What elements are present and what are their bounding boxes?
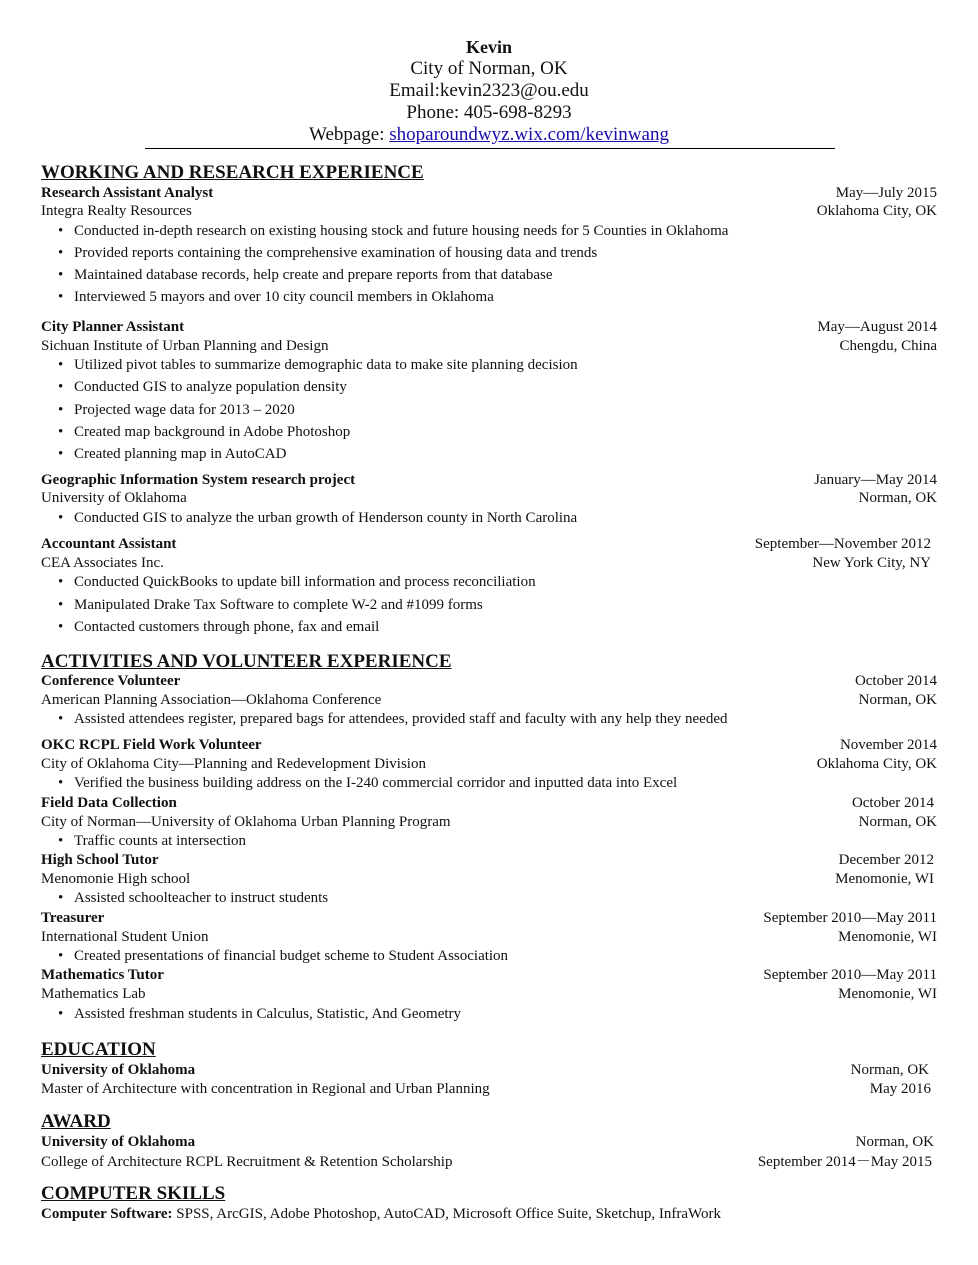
job-place: Oklahoma City, OK <box>816 203 937 219</box>
job-bullet: • Created map background in Adobe Photoshop <box>74 423 350 441</box>
job-bullet: • Conducted GIS to analyze the urban growth of Henderson county in North Carolina <box>74 509 577 527</box>
activity-place: Norman, OK <box>858 814 937 830</box>
job-org: Sichuan Institute of Urban Planning and Design <box>41 338 329 354</box>
activity-title: Mathematics Tutor <box>41 967 164 983</box>
activity-title: Conference Volunteer <box>41 673 181 689</box>
job-bullet: • Projected wage data for 2013 – 2020 <box>74 401 295 419</box>
section-heading-working: WORKING AND RESEARCH EXPERIENCE <box>41 162 424 183</box>
section-heading-education: EDUCATION <box>41 1039 156 1060</box>
activity-title: OKC RCPL Field Work Volunteer <box>41 737 262 753</box>
activity-org: International Student Union <box>41 929 209 945</box>
section-heading-skills: COMPUTER SKILLS <box>41 1183 226 1204</box>
activity-org: American Planning Association—Oklahoma Conference <box>41 692 382 708</box>
activity-place: Norman, OK <box>858 692 937 708</box>
education-place: Norman, OK <box>850 1062 929 1078</box>
activity-title: Treasurer <box>41 910 105 926</box>
education-school: University of Oklahoma <box>41 1062 196 1078</box>
job-bullet: • Contacted customers through phone, fax and email <box>74 618 379 636</box>
skills-value: SPSS, ArcGIS, Adobe Photoshop, AutoCAD, Microsoft Office Suite, Sketchup, InfraWork <box>172 1206 722 1222</box>
activity-bullet: • Verified the business building address on the I-240 commercial corridor and inputted data into Excel <box>74 774 677 792</box>
award-school: University of Oklahoma <box>41 1134 196 1150</box>
activity-org: City of Norman—University of Oklahoma Urban Planning Program <box>41 814 451 830</box>
job-org: University of Oklahoma <box>41 490 187 506</box>
candidate-name: Kevin <box>465 37 512 57</box>
job-bullet: • Manipulated Drake Tax Software to complete W-2 and #1099 forms <box>74 596 483 614</box>
activity-date: October 2014 <box>854 673 937 689</box>
activity-place: Menomonie, WI <box>838 986 937 1002</box>
job-place: New York City, NY <box>812 555 931 571</box>
section-heading-award: AWARD <box>41 1111 111 1132</box>
activity-bullet: • Assisted schoolteacher to instruct students <box>74 889 328 907</box>
activity-date: September 2010—May 2011 <box>763 910 937 926</box>
award-date: September 2014－May 2015 <box>757 1154 932 1170</box>
job-date: September—November 2012 <box>754 536 931 552</box>
activity-bullet: • Assisted attendees register, prepared bags for attendees, provided staff and faculty with any help they needed <box>74 710 727 728</box>
webpage-link[interactable]: shoparoundwyz.wix.com/kevinwang <box>389 124 669 145</box>
activity-org: Mathematics Lab <box>41 986 146 1002</box>
activity-date: December 2012 <box>838 852 934 868</box>
activity-date: September 2010—May 2011 <box>763 967 937 983</box>
candidate-location: City of Norman, OK <box>410 58 568 79</box>
activity-title: Field Data Collection <box>41 795 177 811</box>
job-bullet: • Created planning map in AutoCAD <box>74 445 286 463</box>
award-place: Norman, OK <box>855 1134 934 1150</box>
activity-place: Menomonie, WI <box>838 929 937 945</box>
activity-org: Menomonie High school <box>41 871 191 887</box>
job-title: Accountant Assistant <box>41 536 177 552</box>
job-date: May—August 2014 <box>817 319 937 335</box>
activity-date: October 2014 <box>851 795 934 811</box>
activity-bullet: • Created presentations of financial budget scheme to Student Association <box>74 947 508 965</box>
candidate-webpage <box>0 124 978 146</box>
job-bullet: • Conducted GIS to analyze population density <box>74 378 347 396</box>
section-heading-activities: ACTIVITIES AND VOLUNTEER EXPERIENCE <box>41 651 452 672</box>
job-date: May—July 2015 <box>835 185 937 201</box>
job-bullet: • Provided reports containing the comprehensive examination of housing data and trends <box>74 244 597 262</box>
education-degree: Master of Architecture with concentration in Regional and Urban Planning <box>41 1081 490 1097</box>
job-bullet: • Utilized pivot tables to summarize demographic data to make site planning decision <box>74 356 578 374</box>
job-place: Chengdu, China <box>839 338 937 354</box>
skills-label: Computer Software: <box>41 1206 173 1222</box>
activity-bullet: • Traffic counts at intersection <box>74 832 246 850</box>
activity-place: Oklahoma City, OK <box>816 756 937 772</box>
job-title: Geographic Information System research project <box>41 472 356 488</box>
education-date: May 2016 <box>869 1081 931 1097</box>
candidate-email: Email:kevin2323@ou.edu <box>389 80 589 101</box>
job-place: Norman, OK <box>858 490 937 506</box>
job-org: CEA Associates Inc. <box>41 555 164 571</box>
job-bullet: • Maintained database records, help create and prepare reports from that database <box>74 266 553 284</box>
header-divider <box>145 148 835 149</box>
award-name: College of Architecture RCPL Recruitment & Retention Scholarship <box>41 1154 453 1170</box>
job-title: City Planner Assistant <box>41 319 185 335</box>
webpage-label: Webpage: <box>309 124 390 145</box>
job-org: Integra Realty Resources <box>41 203 192 219</box>
job-bullet: • Conducted in-depth research on existing housing stock and future housing needs for 5 Counties in Oklahoma <box>74 222 728 240</box>
activity-date: November 2014 <box>839 737 937 753</box>
activity-title: High School Tutor <box>41 852 159 868</box>
activity-place: Menomonie, WI <box>835 871 934 887</box>
activity-bullet: • Assisted freshman students in Calculus, Statistic, And Geometry <box>74 1005 461 1023</box>
job-date: January—May 2014 <box>814 472 937 488</box>
job-bullet: • Conducted QuickBooks to update bill information and process reconciliation <box>74 573 536 591</box>
candidate-phone: Phone: 405-698-8293 <box>406 102 572 123</box>
skills-line <box>41 1205 721 1223</box>
job-bullet: • Interviewed 5 mayors and over 10 city council members in Oklahoma <box>74 288 494 306</box>
activity-org: City of Oklahoma City—Planning and Redevelopment Division <box>41 756 426 772</box>
job-title: Research Assistant Analyst <box>41 185 214 201</box>
